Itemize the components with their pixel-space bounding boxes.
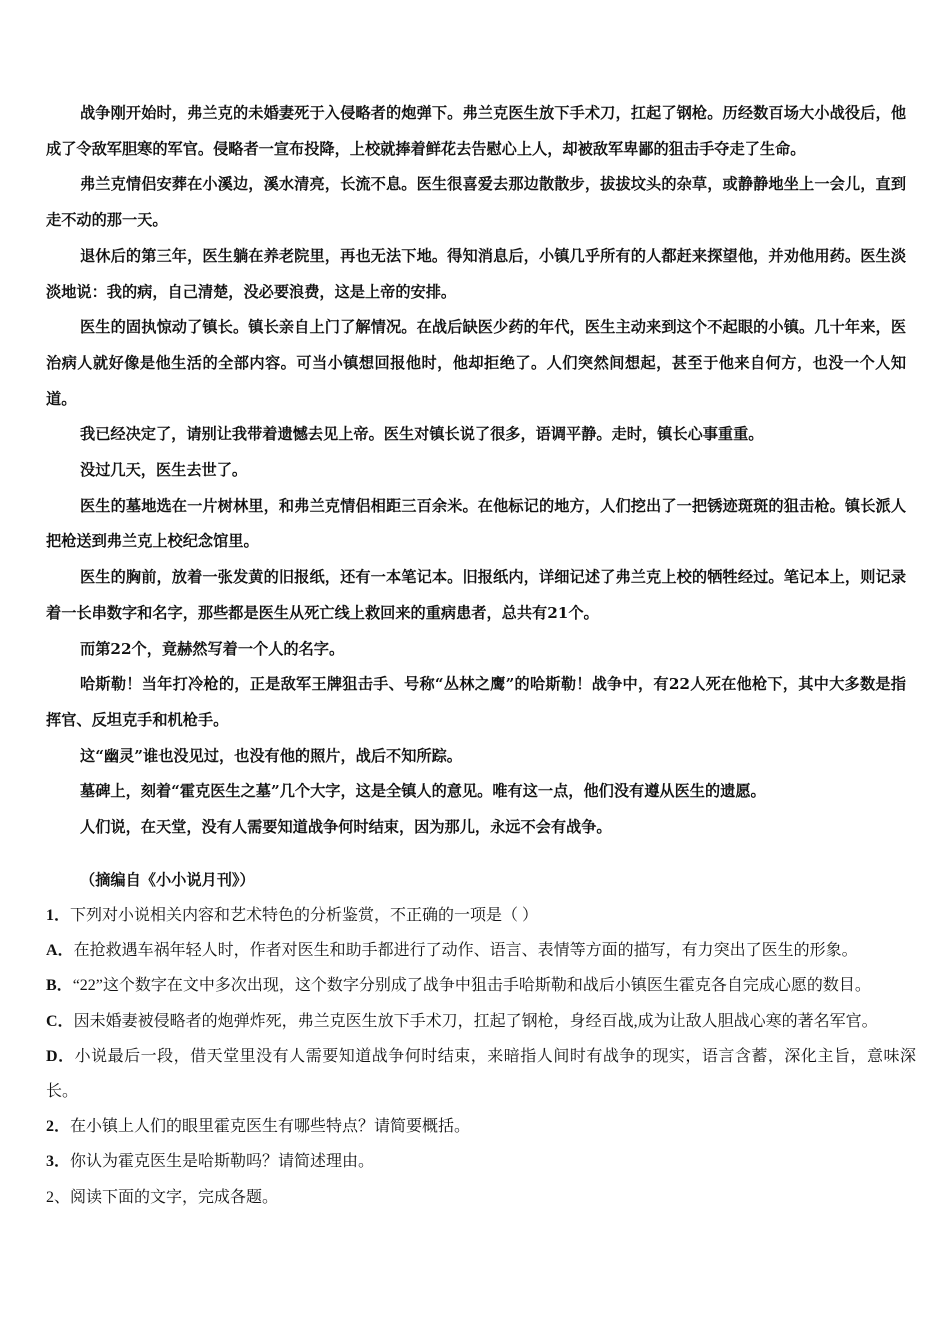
story-paragraph: 弗兰克情侣安葬在小溪边，溪水清亮，长流不息。医生很喜爱去那边散散步，拔拔坟头的杂草，或静静地坐上一会儿，直到走不动的那一天。 xyxy=(46,175,906,230)
option-text: 小说最后一段，借天堂里没有人需要知道战争何时结束，来暗指人间时有战争的现实，语言含蓄，深化主旨，意味深长。 xyxy=(46,1047,916,1101)
question-3 xyxy=(46,1144,916,1179)
story-paragraph: 我已经决定了，请别让我带着遗憾去见上帝。医生对镇长说了很多，语调平静。走时，镇长心事重重。 xyxy=(80,425,764,444)
story-text xyxy=(46,96,906,846)
story-paragraph: 没过几天，医生去世了。 xyxy=(80,461,248,480)
story-paragraph: 墓碑上，刻着“霍克医生之墓”几个大字，这是全镇人的意见。唯有这一点，他们没有遵从医生的遗愿。 xyxy=(80,782,766,801)
story-paragraph: 战争刚开始时，弗兰克的未婚妻死于入侵略者的炮弹下。弗兰克医生放下手术刀，扛起了钢枪。历经数百场大小战役后，他成了令敌军胆寒的军官。侵略者一宣布投降，上校就捧着鲜花去告慰心上人，却被敌军卑鄙的狙击手夺走了生命。 xyxy=(46,104,906,158)
question-2 xyxy=(46,1109,916,1144)
story-paragraph: 人们说，在天堂，没有人需要知道战争何时结束，因为那儿，永远不会有战争。 xyxy=(80,818,612,837)
option-text: 因未婚妻被侵略者的炮弹炸死，弗兰克医生放下手术刀，扛起了钢枪，身经百战,成为让敌人胆战心寒的著名军官。 xyxy=(73,1012,878,1030)
option-text: 在抢救遇车祸年轻人时，作者对医生和助手都进行了动作、语言、表情等方面的描写，有力突出了医生的形象。 xyxy=(73,942,858,960)
story-source: （摘编自《小小说月刊》） xyxy=(80,871,255,889)
question-number: 3． xyxy=(46,1153,71,1171)
option-b xyxy=(46,968,916,1003)
story-paragraph: 医生的固执惊动了镇长。镇长亲自上门了解情况。在战后缺医少药的年代，医生主动来到这个不起眼的小镇。几十年来，医治病人就好像是他生活的全部内容。可当小镇想回报他时，他却拒绝了。人们突然间想起，甚至于他来自何方，也没一个人知道。 xyxy=(46,318,906,408)
story-paragraph: 医生的胸前，放着一张发黄的旧报纸，还有一本笔记本。旧报纸内，详细记述了弗兰克上校的牺牲经过。笔记本上，则记录着一长串数字和名字，那些都是医生从死亡线上救回来的重病患者，总共有21个。 xyxy=(46,568,906,622)
story-paragraph: 退休后的第三年，医生躺在养老院里，再也无法下地。得知消息后，小镇几乎所有的人都赶来探望他，并劝他用药。医生淡淡地说：我的病，自己清楚，没必要浪费，这是上帝的安排。 xyxy=(46,246,906,301)
option-d xyxy=(46,1039,916,1109)
section-2-heading: 2、阅读下面的文字，完成各题。 xyxy=(46,1188,279,1206)
story-paragraph: 而第22个，竟赫然写着一个人的名字。 xyxy=(80,639,345,658)
question-number: 1． xyxy=(46,907,71,924)
option-letter: A． xyxy=(46,942,74,960)
question-text: 你认为霍克医生是哈斯勒吗？请简述理由。 xyxy=(70,1153,375,1171)
option-a xyxy=(46,933,916,968)
question-text: 下列对小说相关内容和艺术特色的分析鉴赏，不正确的一项是（ ） xyxy=(70,907,539,924)
question-number: 2． xyxy=(46,1118,71,1136)
story-paragraph: 医生的墓地选在一片树林里，和弗兰克情侣相距三百余米。在他标记的地方，人们挖出了一把锈迹斑斑的狙击枪。镇长派人把枪送到弗兰克上校纪念馆里。 xyxy=(46,496,906,551)
question-text: 在小镇上人们的眼里霍克医生有哪些特点？请简要概括。 xyxy=(70,1118,471,1136)
option-text: “22”这个数字在文中多次出现，这个数字分别成了战争中狙击手哈斯勒和战后小镇医生霍克各自完成心愿的数目。 xyxy=(72,977,871,995)
story-paragraph: 这“幽灵”谁也没见过，也没有他的照片，战后不知所踪。 xyxy=(80,746,462,765)
question-1 xyxy=(46,898,916,933)
questions-section xyxy=(46,898,916,1215)
story-paragraph: 哈斯勒！当年打冷枪的，正是敌军王牌狙击手、号称“丛林之鹰”的哈斯勒！战争中，有22人死在他枪下，其中大多数是指挥官、反坦克手和机枪手。 xyxy=(46,675,906,729)
option-letter: C． xyxy=(46,1012,74,1030)
option-c xyxy=(46,1004,916,1039)
option-letter: B． xyxy=(46,977,73,995)
option-letter: D． xyxy=(46,1047,75,1065)
